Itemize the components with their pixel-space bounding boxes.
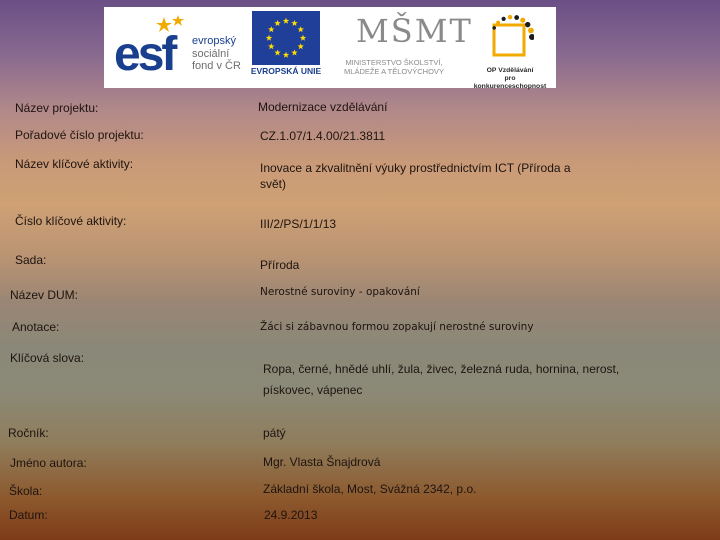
project-number-label: Pořadové číslo projektu:: [15, 128, 144, 142]
esf-stars-icon: [156, 15, 186, 37]
op-dot-icon: [520, 18, 525, 23]
grade-label: Ročník:: [8, 426, 49, 440]
date-label: Datum:: [9, 508, 48, 522]
set-value: Příroda: [260, 258, 300, 272]
author-value: Mgr. Vlasta Šnajdrová: [263, 455, 381, 469]
key-activity-number-label: Číslo klíčové aktivity:: [15, 214, 127, 228]
eu-flag-icon: [252, 11, 320, 65]
msmt-caption-line2: MLÁDEŽE A TĚLOVÝCHOVY: [344, 66, 444, 76]
project-name-label: Název projektu:: [15, 101, 99, 115]
op-dot-icon: [492, 26, 496, 30]
op-dot-icon: [529, 34, 534, 40]
keywords-value-line1: Ropa, černé, hnědé uhlí, žula, živec, železná ruda, hornina, nerost,: [263, 362, 620, 376]
esf-subtitle-line2: sociální: [192, 47, 230, 60]
project-number-value: CZ.1.07/1.4.00/21.3811: [260, 129, 386, 143]
esf-subtitle: [192, 35, 241, 73]
grade-value: pátý: [263, 426, 286, 440]
date-value: 24.9.2013: [264, 508, 318, 522]
esf-logo: [110, 7, 246, 88]
msmt-caption-line1: MINISTERSTVO ŠKOLSTVÍ,: [345, 58, 443, 67]
dum-name-label: Název DUM:: [10, 288, 79, 302]
op-dot-icon: [502, 17, 506, 21]
keywords-value-line2: pískovec, vápenec: [263, 383, 363, 397]
op-caption-line2: pro konkurenceschopnost: [473, 74, 547, 90]
keywords-label: Klíčová slova:: [10, 351, 85, 365]
annotation-value: Žáci si zábavnou formou zopakují nerostné suroviny: [260, 321, 534, 333]
school-value: Základní škola, Most, Svážná 2342, p.o.: [263, 482, 477, 496]
op-caption: [468, 67, 552, 90]
msmt-caption: [326, 59, 462, 76]
dum-name-value: Nerostné suroviny - opakování: [260, 286, 420, 298]
op-dot-icon: [528, 28, 534, 34]
op-dot-icon: [508, 15, 512, 20]
key-activity-number-value: III/2/PS/1/1/13: [260, 217, 337, 231]
op-caption-line1: OP Vzdělávání: [486, 67, 534, 74]
op-logo: [468, 7, 552, 88]
key-activity-name-label: Název klíčové aktivity:: [15, 157, 134, 171]
eu-logo: [246, 7, 326, 88]
esf-wordmark: esf: [114, 28, 175, 81]
op-dots-icon: [486, 11, 534, 63]
op-dot-icon: [514, 15, 519, 20]
op-dot-icon: [496, 21, 500, 25]
logo-strip: [104, 7, 556, 88]
set-label: Sada:: [15, 253, 47, 267]
school-label: Škola:: [9, 484, 43, 498]
msmt-monogram: MŠMT: [356, 12, 473, 50]
project-name-value: Modernizace vzdělávání: [258, 100, 388, 114]
esf-subtitle-line3: fond v ČR: [192, 60, 241, 73]
annotation-label: Anotace:: [12, 320, 60, 334]
eu-caption: EVROPSKÁ UNIE: [250, 66, 322, 76]
author-label: Jméno autora:: [10, 456, 87, 470]
esf-subtitle-line1: evropský: [192, 35, 237, 47]
msmt-logo: [326, 7, 473, 88]
op-dot-icon: [525, 22, 530, 27]
key-activity-name-value: Inovace a zkvalitnění výuky prostřednictvím ICT (Příroda a svět): [260, 161, 571, 192]
